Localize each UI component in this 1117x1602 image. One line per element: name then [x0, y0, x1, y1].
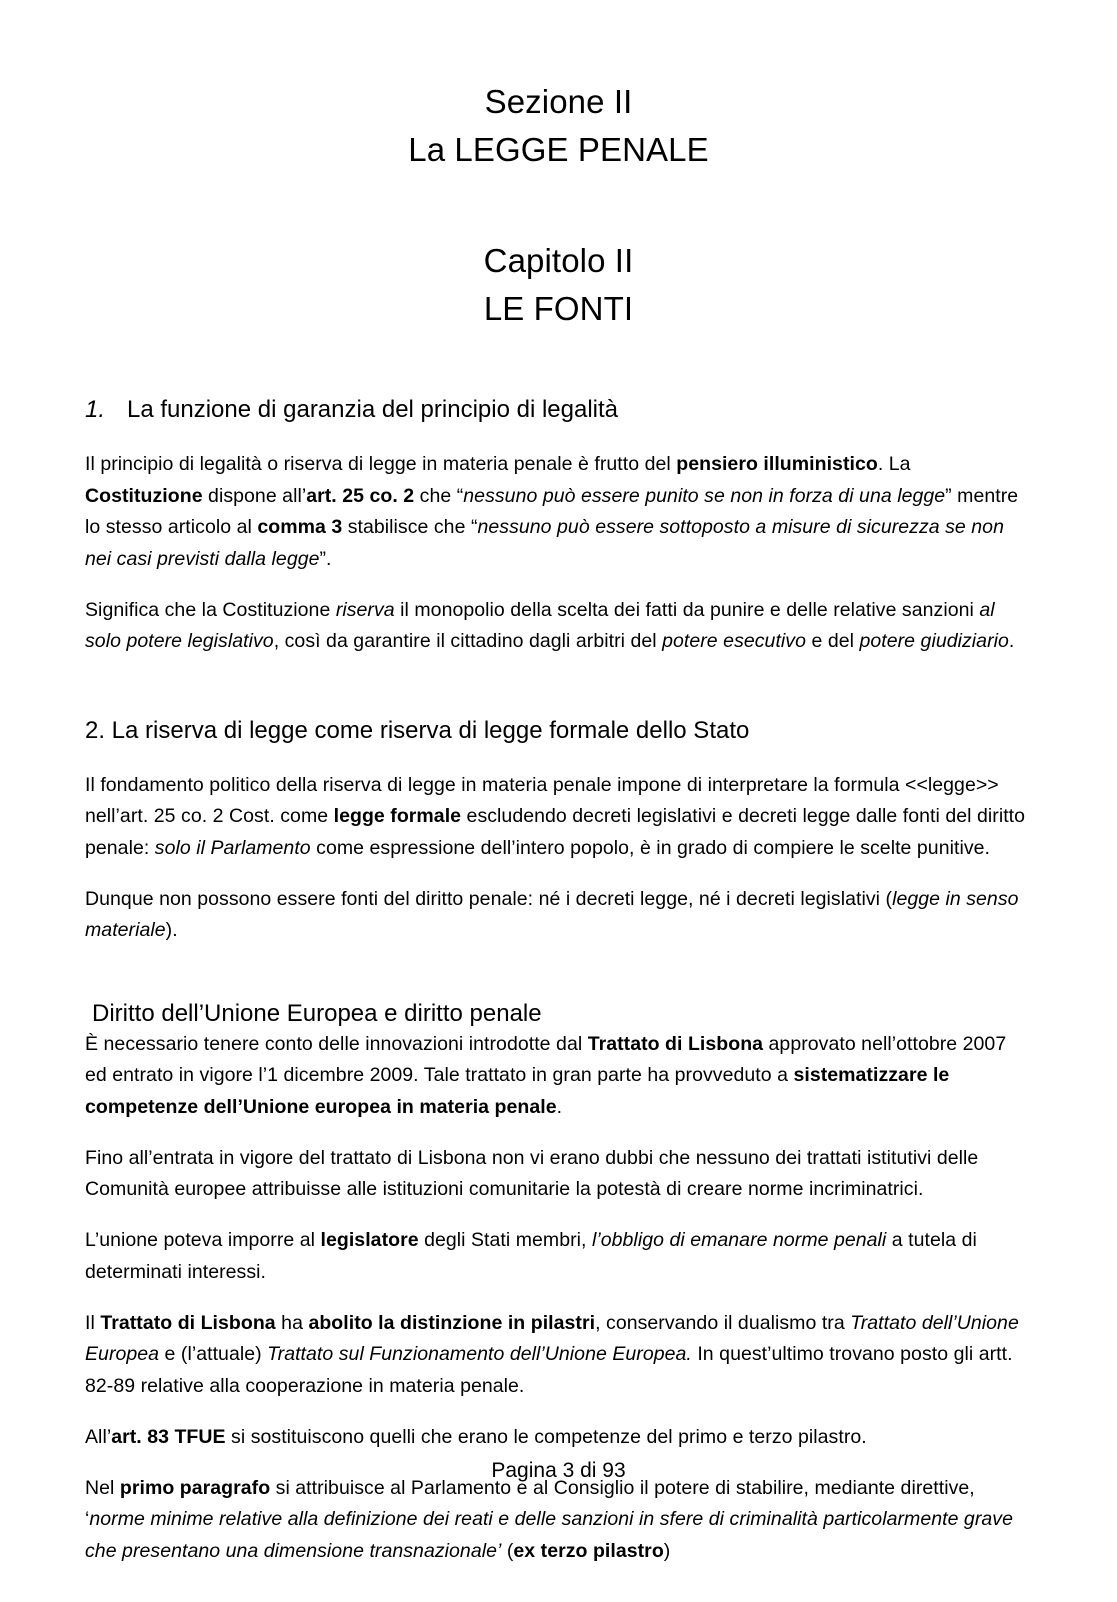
italic-run: norme minime relative alla definizione dei reati e delle sanzioni in sfere di criminalità particolarmente grave che presentano una dimensione transnazionale’	[85, 1508, 1013, 1562]
text-run: In quest’ultimo trovano posto gli artt. 82-89 relative alla cooperazione in materia penale.	[85, 1343, 1013, 1397]
italic-run: legge in senso materiale	[85, 887, 1019, 941]
text-run: , conservando il dualismo tra	[595, 1311, 851, 1334]
bold-run: art. 83 TFUE	[111, 1425, 226, 1448]
bold-run: Costituzione	[85, 484, 203, 507]
text-run: Significa che la Costituzione	[85, 598, 336, 621]
italic-run: potere giudiziario	[859, 630, 1009, 652]
paragraph-s2-p2	[85, 884, 1032, 947]
bold-run: Trattato di Lisbona	[100, 1311, 276, 1334]
section-title-line-2: La LEGGE PENALE	[408, 131, 709, 168]
text-run: stabilisce che “	[342, 516, 478, 538]
italic-run: potere esecutivo	[662, 630, 806, 652]
text-run: All’	[85, 1425, 112, 1448]
text-run: . La	[877, 453, 911, 475]
text-run: che “	[414, 484, 464, 507]
italic-run: l’obbligo di emanare norme penali	[591, 1229, 887, 1251]
text-run: (	[501, 1539, 514, 1562]
text-run: escludendo decreti legislativi e decreti legge dalle fonti del diritto penale:	[85, 805, 1026, 859]
paragraph-s2-p1	[85, 770, 1032, 865]
text-run: )	[663, 1539, 671, 1562]
italic-run: nessuno può essere sottoposto a	[477, 516, 772, 538]
paragraph-s1-p1	[85, 449, 1032, 575]
chapter-title-line-2: LE FONTI	[483, 290, 634, 327]
paragraph-s3-p5	[85, 1422, 1032, 1454]
text-run: si sostituiscono quelli che erano le competenze del primo e terzo pilastro.	[225, 1425, 867, 1448]
text-run: .	[556, 1095, 563, 1118]
bold-run: legislatore	[320, 1229, 419, 1251]
text-run: dispone all’	[202, 484, 307, 507]
text-run: il monopolio della scelta dei fatti da punire e delle relative sanzioni	[394, 598, 980, 621]
section-title-line-1: Sezione II	[484, 83, 633, 120]
paragraph-s3-p3	[85, 1225, 1032, 1288]
text-run: , così da garantire il cittadino dagli arbitri del	[273, 630, 663, 652]
heading-section-1-number: 1.	[85, 396, 106, 423]
text-run: Il	[85, 1311, 101, 1334]
chapter-title-block	[85, 174, 1032, 333]
text-run: Dunque non possono essere fonti del diritto penale: né i decreti legge, né i decreti legislativi (	[85, 887, 893, 910]
text-run: Il principio di legalità o riserva di legge in materia penale è frutto del	[85, 453, 677, 475]
italic-run: Trattato sul Funzionamento dell’Unione Europea.	[267, 1343, 692, 1365]
bold-run: comma 3	[257, 516, 343, 538]
bold-run: ex terzo pilastro	[513, 1539, 664, 1562]
text-run: L’unione poteva imporre al	[85, 1229, 321, 1251]
paragraph-s3-p2	[85, 1143, 1032, 1206]
page-footer	[0, 1458, 1117, 1484]
text-run: ” mentre lo stesso articolo al	[85, 484, 1019, 538]
bold-run: abolito la distinzione in pilastri	[308, 1311, 596, 1334]
text-run: ha	[275, 1311, 309, 1334]
italic-run: solo il Parlamento	[154, 836, 311, 859]
italic-run: Trattato dell’Unione Europea	[85, 1311, 1019, 1365]
text-run: degli Stati membri,	[418, 1229, 592, 1251]
heading-section-1-label: La funzione di garanzia del principio di legalità	[127, 396, 618, 423]
italic-run: riserva	[335, 598, 395, 621]
paragraph-s1-p2	[85, 595, 1032, 658]
text-run: e del	[806, 630, 860, 652]
text-run: a tutela di determinati interessi.	[85, 1229, 977, 1283]
text-run: Nel	[85, 1476, 120, 1499]
text-run: e (l’attuale)	[159, 1343, 268, 1365]
text-run: Il fondamento politico della riserva di legge in materia penale impone di interpretare la formula <<legge>> nell’art. 25 co. 2 Cost. come	[85, 773, 999, 827]
text-run: Fino all’entrata in vigore del trattato di Lisbona non vi erano dubbi che nessuno dei trattati istitutivi delle Comunità europee attribuisse alle istituzioni comunitarie la potestà di creare norme incriminatrici.	[85, 1146, 979, 1200]
paragraph-s3-p1	[85, 1029, 1032, 1124]
text-run: ).	[165, 919, 178, 941]
page-number-label: Pagina 3 di 93	[491, 1459, 626, 1482]
text-run: .	[1008, 630, 1015, 652]
chapter-title-line-1: Capitolo II	[483, 242, 634, 279]
section-title-block	[85, 0, 1032, 174]
text-run: ”.	[319, 547, 332, 570]
page-content	[85, 0, 1032, 1587]
bold-run: pensiero illuministico	[676, 453, 878, 475]
text-run: come espressione dell’intero popolo, è in grado di compiere le scelte punitive.	[310, 836, 990, 859]
bold-run: legge formale	[333, 805, 462, 827]
paragraph-s3-p6	[85, 1473, 1032, 1568]
text-run: approvato nell’ottobre 2007 ed entrato in vigore l’1 dicembre 2009. Tale trattato in gran parte ha provveduto a	[85, 1032, 1007, 1086]
bold-run: sistematizzare le competenze dell’Unione europea in materia penale	[85, 1064, 950, 1118]
heading-section-1	[85, 395, 1032, 425]
paragraph-s3-p4	[85, 1308, 1032, 1403]
bold-run: art. 25 co. 2	[306, 484, 415, 507]
italic-run: al solo potere legislativo	[85, 598, 995, 652]
bold-run: Trattato di Lisbona	[587, 1032, 764, 1055]
heading-section-2: 2. La riserva di legge come riserva di legge formale dello Stato	[85, 716, 750, 744]
text-run: si attribuisce al Parlamento e al Consiglio il potere di stabilire, mediante direttive, ‘	[85, 1476, 975, 1530]
bold-run: primo paragrafo	[119, 1476, 271, 1499]
italic-run: nessuno può essere punito se non in forza di una legge	[463, 484, 946, 507]
italic-run: misure di sicurezza se non nei casi previsti dalla legge	[85, 516, 1004, 570]
heading-section-3: Diritto dell’Unione Europea e diritto penale	[92, 999, 542, 1027]
text-run: È necessario tenere conto delle innovazioni introdotte dal	[85, 1032, 588, 1055]
